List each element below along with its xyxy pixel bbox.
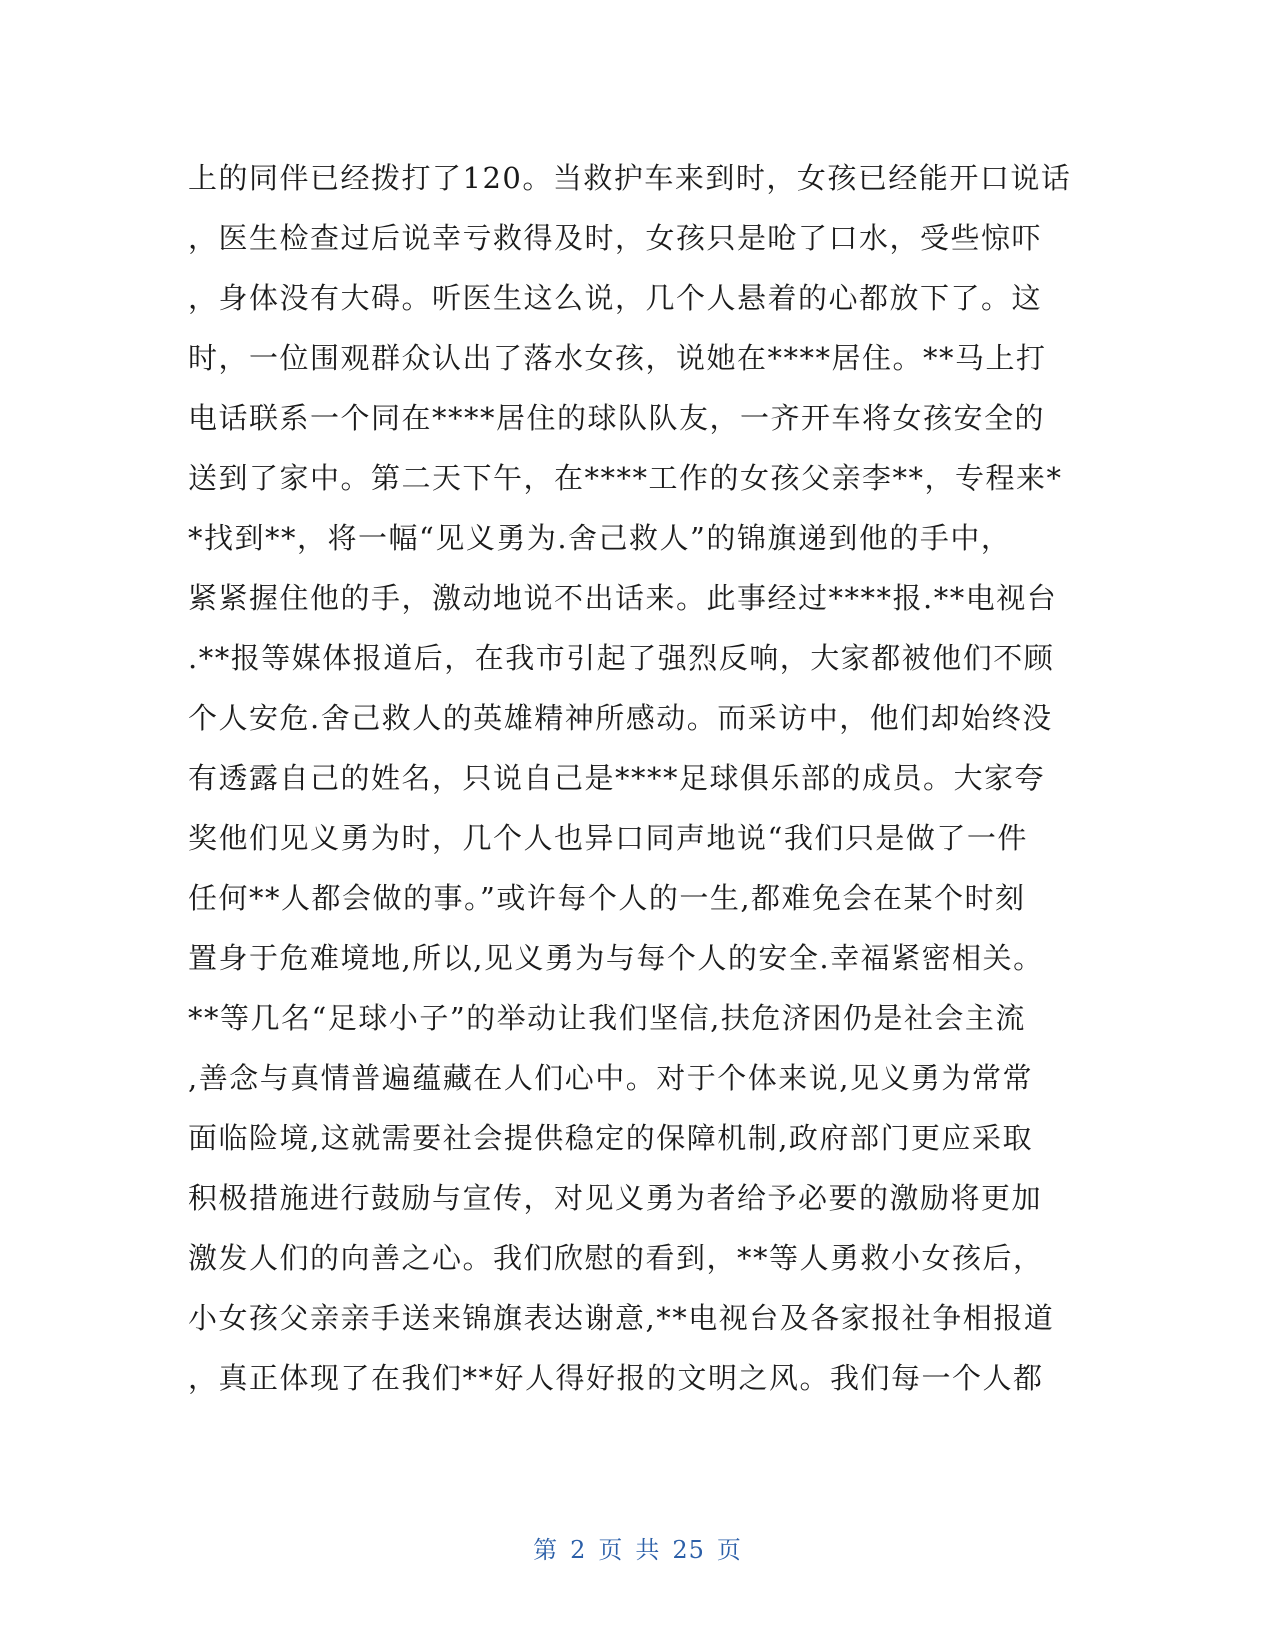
text-line: ，医生检查过后说幸亏救得及时，女孩只是呛了口水，受些惊吓 xyxy=(188,221,1043,255)
body-text xyxy=(188,148,1088,1408)
footer-current-page: 2 xyxy=(570,1536,587,1564)
footer-total-unit: 页 xyxy=(716,1536,742,1564)
text-line: ，身体没有大碍。听医生这么说，几个人悬着的心都放下了。这 xyxy=(188,281,1043,315)
text-line: **等几名“足球小子”的举动让我们坚信,扶危济困仍是社会主流 xyxy=(188,1001,1026,1035)
footer-total-label: 共 xyxy=(635,1536,661,1564)
text-line: .**报等媒体报道后，在我市引起了强烈反响，大家都被他们不顾 xyxy=(188,641,1055,675)
text-line: 上的同伴已经拨打了120。当救护车来到时，女孩已经能开口说话 xyxy=(188,161,1072,195)
text-line: *找到**，将一幅“见义勇为.舍己救人”的锦旗递到他的手中， xyxy=(188,521,1012,555)
text-line: 激发人们的向善之心。我们欣慰的看到，**等人勇救小女孩后， xyxy=(188,1241,1044,1275)
text-line: 紧紧握住他的手，激动地说不出话来。此事经过****报.**电视台 xyxy=(188,581,1058,615)
text-line: 送到了家中。第二天下午，在****工作的女孩父亲李**，专程来* xyxy=(188,461,1063,495)
text-line: 小女孩父亲亲手送来锦旗表达谢意,**电视台及各家报社争相报道 xyxy=(188,1301,1055,1335)
text-line: 奖他们见义勇为时，几个人也异口同声地说“我们只是做了一件 xyxy=(188,821,1028,855)
text-line: 积极措施进行鼓励与宣传，对见义勇为者给予必要的激励将更加 xyxy=(188,1181,1043,1215)
footer-total-pages: 25 xyxy=(672,1536,705,1564)
text-line: 电话联系一个同在****居住的球队队友，一齐开车将女孩安全的 xyxy=(188,401,1046,435)
text-line: 任何**人都会做的事。”或许每个人的一生,都难免会在某个时刻 xyxy=(188,881,1026,915)
page-footer xyxy=(0,1530,1275,1565)
text-line: 面临险境,这就需要社会提供稳定的保障机制,政府部门更应采取 xyxy=(188,1121,1033,1155)
text-line: 有透露自己的姓名，只说自己是****足球俱乐部的成员。大家夸 xyxy=(188,761,1046,795)
text-line: 时，一位围观群众认出了落水女孩，说她在****居住。**马上打 xyxy=(188,341,1047,375)
footer-page-unit: 页 xyxy=(598,1536,624,1564)
text-line: ,善念与真情普遍蕴藏在人们心中。对于个体来说,见义勇为常常 xyxy=(188,1061,1033,1095)
footer-page-label: 第 xyxy=(533,1536,559,1564)
text-line: ，真正体现了在我们**好人得好报的文明之风。我们每一个人都 xyxy=(188,1361,1044,1395)
text-line: 置身于危难境地,所以,见义勇为与每个人的安全.幸福紧密相关。 xyxy=(188,941,1044,975)
text-line: 个人安危.舍己救人的英雄精神所感动。而采访中，他们却始终没 xyxy=(188,701,1053,735)
